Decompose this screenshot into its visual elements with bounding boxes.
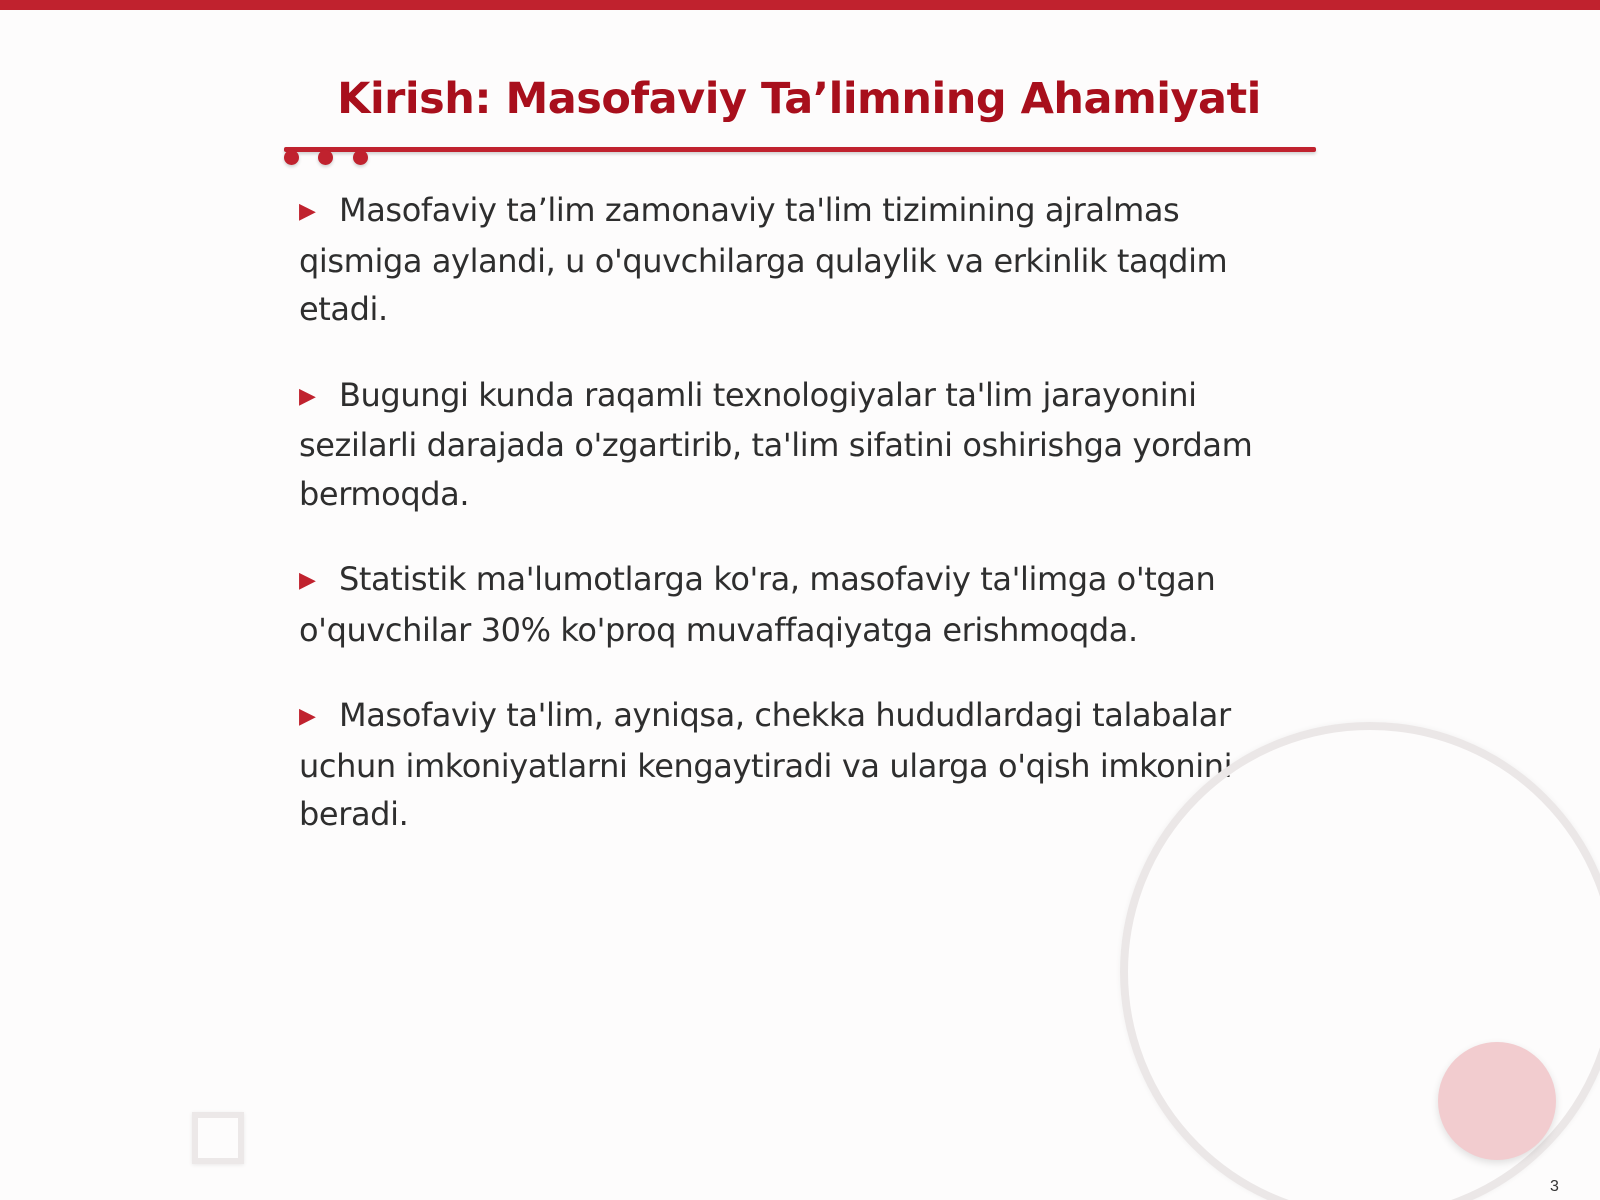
title-underline <box>284 147 1316 152</box>
decorative-square <box>192 1112 244 1164</box>
bullet-list <box>299 186 1299 876</box>
decorative-dot <box>353 150 368 165</box>
bullet-item <box>299 691 1299 839</box>
bullet-text: Masofaviy ta'lim, ayniqsa, chekka hududlardagi talabalar uchun imkoniyatlarni kengaytiradi va ularga o'qish imkonini beradi. <box>299 696 1233 833</box>
page-number: 3 <box>1550 1178 1559 1195</box>
bullet-text: Statistik ma'lumotlarga ko'ra, masofaviy ta'limga o'tgan o'quvchilar 30% ko'proq muvaffaqiyatga erishmoqda. <box>299 560 1216 649</box>
bullet-item <box>299 371 1299 519</box>
bullet-item <box>299 186 1299 334</box>
bullet-arrow-icon: ▶ <box>299 568 316 593</box>
top-accent-bar <box>0 0 1600 10</box>
bullet-arrow-icon: ▶ <box>299 704 316 729</box>
bullet-arrow-icon: ▶ <box>299 199 316 224</box>
bullet-text: Bugungi kunda raqamli texnologiyalar ta'lim jarayonini sezilarli darajada o'zgartirib, ta'lim sifatini oshirishga yordam bermoqda. <box>299 375 1253 513</box>
decorative-dot <box>318 150 333 165</box>
decorative-dot <box>284 150 299 165</box>
decorative-circle <box>1438 1042 1556 1160</box>
slide-title: Kirish: Masofaviy Ta’limning Ahamiyati <box>337 74 1261 124</box>
bullet-arrow-icon: ▶ <box>299 383 316 409</box>
bullet-item <box>299 555 1299 654</box>
bullet-text: Masofaviy ta’lim zamonaviy ta'lim tizimining ajralmas qismiga aylandi, u o'quvchilarga qulaylik va erkinlik taqdim etadi. <box>299 191 1228 328</box>
